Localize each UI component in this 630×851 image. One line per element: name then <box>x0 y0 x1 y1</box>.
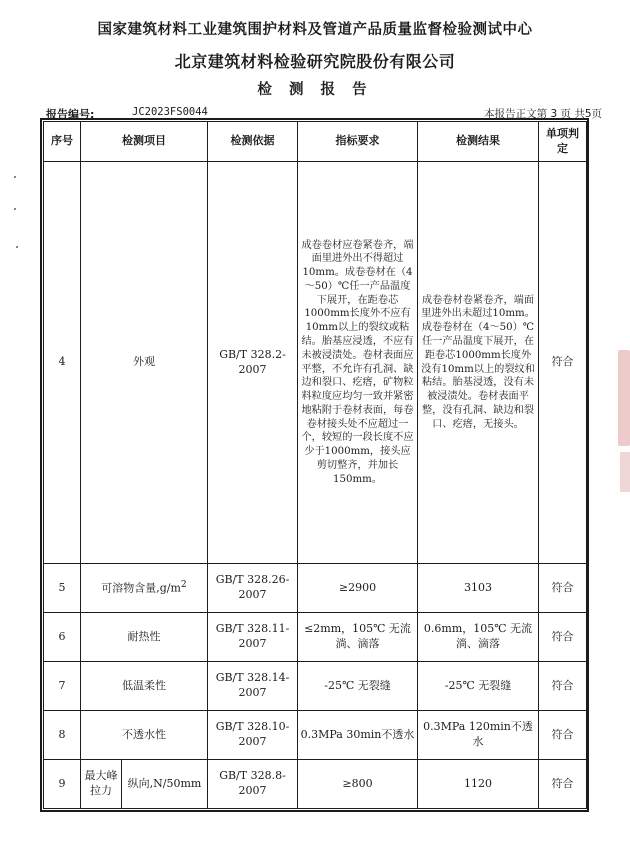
row-result: 1120 <box>418 760 539 809</box>
table-header-row <box>44 122 587 162</box>
row-no: 9 <box>44 760 81 809</box>
row-standard: GB/T 328.10-2007 <box>208 711 298 760</box>
seal-stamp-fragment <box>620 452 630 492</box>
col-header-standard: 检测依据 <box>208 122 298 162</box>
table-row <box>44 711 587 760</box>
row-result: 成卷卷材卷紧卷齐，端面里进外出未超过10mm。成卷卷材在（4～50）℃任一产品温度下展开，在距卷芯1000mm长度外没有10mm以上的裂纹和粘结。胎基浸透，没有未被浸渍处。卷材表面平整，没有孔洞、缺边和裂口、疙瘩，无接头。 <box>418 162 539 564</box>
row-item: 耐热性 <box>81 613 208 662</box>
row-result: 0.3MPa 120min不透水 <box>418 711 539 760</box>
scan-speck <box>14 176 16 178</box>
col-header-requirement: 指标要求 <box>298 122 418 162</box>
row-item-text: 可溶物含量,g/m <box>101 581 181 595</box>
row-standard: GB/T 328.8-2007 <box>208 760 298 809</box>
row-no: 8 <box>44 711 81 760</box>
row-requirement: ≥800 <box>298 760 418 809</box>
scan-speck <box>16 246 18 248</box>
row-verdict: 符合 <box>539 760 587 809</box>
row-item: 不透水性 <box>81 711 208 760</box>
col-header-result: 检测结果 <box>418 122 539 162</box>
col-header-verdict: 单项判定 <box>539 122 587 162</box>
row-no: 7 <box>44 662 81 711</box>
row-verdict: 符合 <box>539 564 587 613</box>
report-number: JC2023FS0044 <box>132 106 208 118</box>
row-item-superscript: 2 <box>180 579 187 591</box>
col-header-no: 序号 <box>44 122 81 162</box>
col-header-item: 检测项目 <box>81 122 208 162</box>
row-requirement: -25℃ 无裂缝 <box>298 662 418 711</box>
row-requirement: ≥2900 <box>298 564 418 613</box>
row-standard: GB/T 328.2-2007 <box>208 162 298 564</box>
row-verdict: 符合 <box>539 613 587 662</box>
row-item: 外观 <box>81 162 208 564</box>
table-row <box>44 613 587 662</box>
center-title: 国家建筑材料工业建筑围护材料及管道产品质量监督检验测试中心 <box>97 22 533 38</box>
row-verdict: 符合 <box>539 711 587 760</box>
row-item: 最大峰拉力 <box>81 760 122 809</box>
row-verdict: 符合 <box>539 662 587 711</box>
table-row <box>44 760 587 809</box>
row-no: 4 <box>44 162 81 564</box>
row-item: 低温柔性 <box>81 662 208 711</box>
row-no: 6 <box>44 613 81 662</box>
row-requirement: 成卷卷材应卷紧卷齐，端面里进外出不得超过10mm。成卷卷材在（4～50）℃任一产品温度下展开，在距卷芯1000mm长度外不应有10mm以上的裂纹或粘结。胎基应浸透，不应有未被浸渍处。卷材表面应平整，不允许有孔洞、缺边和裂口、疙瘩，矿物粒料粒度应均匀一致并紧密地粘附于卷材表面，每卷卷材接头处不应超过一个，较短的一段长度不应少于1000mm，接头应剪切整齐，并加长150mm。 <box>298 162 418 564</box>
row-requirement: ≤2mm，105℃ 无流淌、滴落 <box>298 613 418 662</box>
row-standard: GB/T 328.26-2007 <box>208 564 298 613</box>
row-no: 5 <box>44 564 81 613</box>
results-table <box>43 121 587 809</box>
report-number-label: 报告编号: <box>46 108 95 121</box>
table-row <box>44 564 587 613</box>
institute-name: 北京建筑材料检验研究院股份有限公司 <box>174 52 456 71</box>
row-result: 0.6mm，105℃ 无流淌、滴落 <box>418 613 539 662</box>
report-title: 检 测 报 告 <box>257 82 373 98</box>
scan-speck <box>14 208 16 210</box>
row-verdict: 符合 <box>539 162 587 564</box>
row-result: -25℃ 无裂缝 <box>418 662 539 711</box>
row-standard: GB/T 328.14-2007 <box>208 662 298 711</box>
row-item <box>81 564 208 613</box>
row-requirement: 0.3MPa 30min不透水 <box>298 711 418 760</box>
row-sub-item: 纵向,N/50mm <box>122 760 208 809</box>
table-row <box>44 662 587 711</box>
page-info: 本报告正文第 3 页 共5页 <box>484 108 602 120</box>
row-standard: GB/T 328.11-2007 <box>208 613 298 662</box>
table-row <box>44 162 587 564</box>
seal-stamp-fragment <box>618 350 630 446</box>
row-result: 3103 <box>418 564 539 613</box>
